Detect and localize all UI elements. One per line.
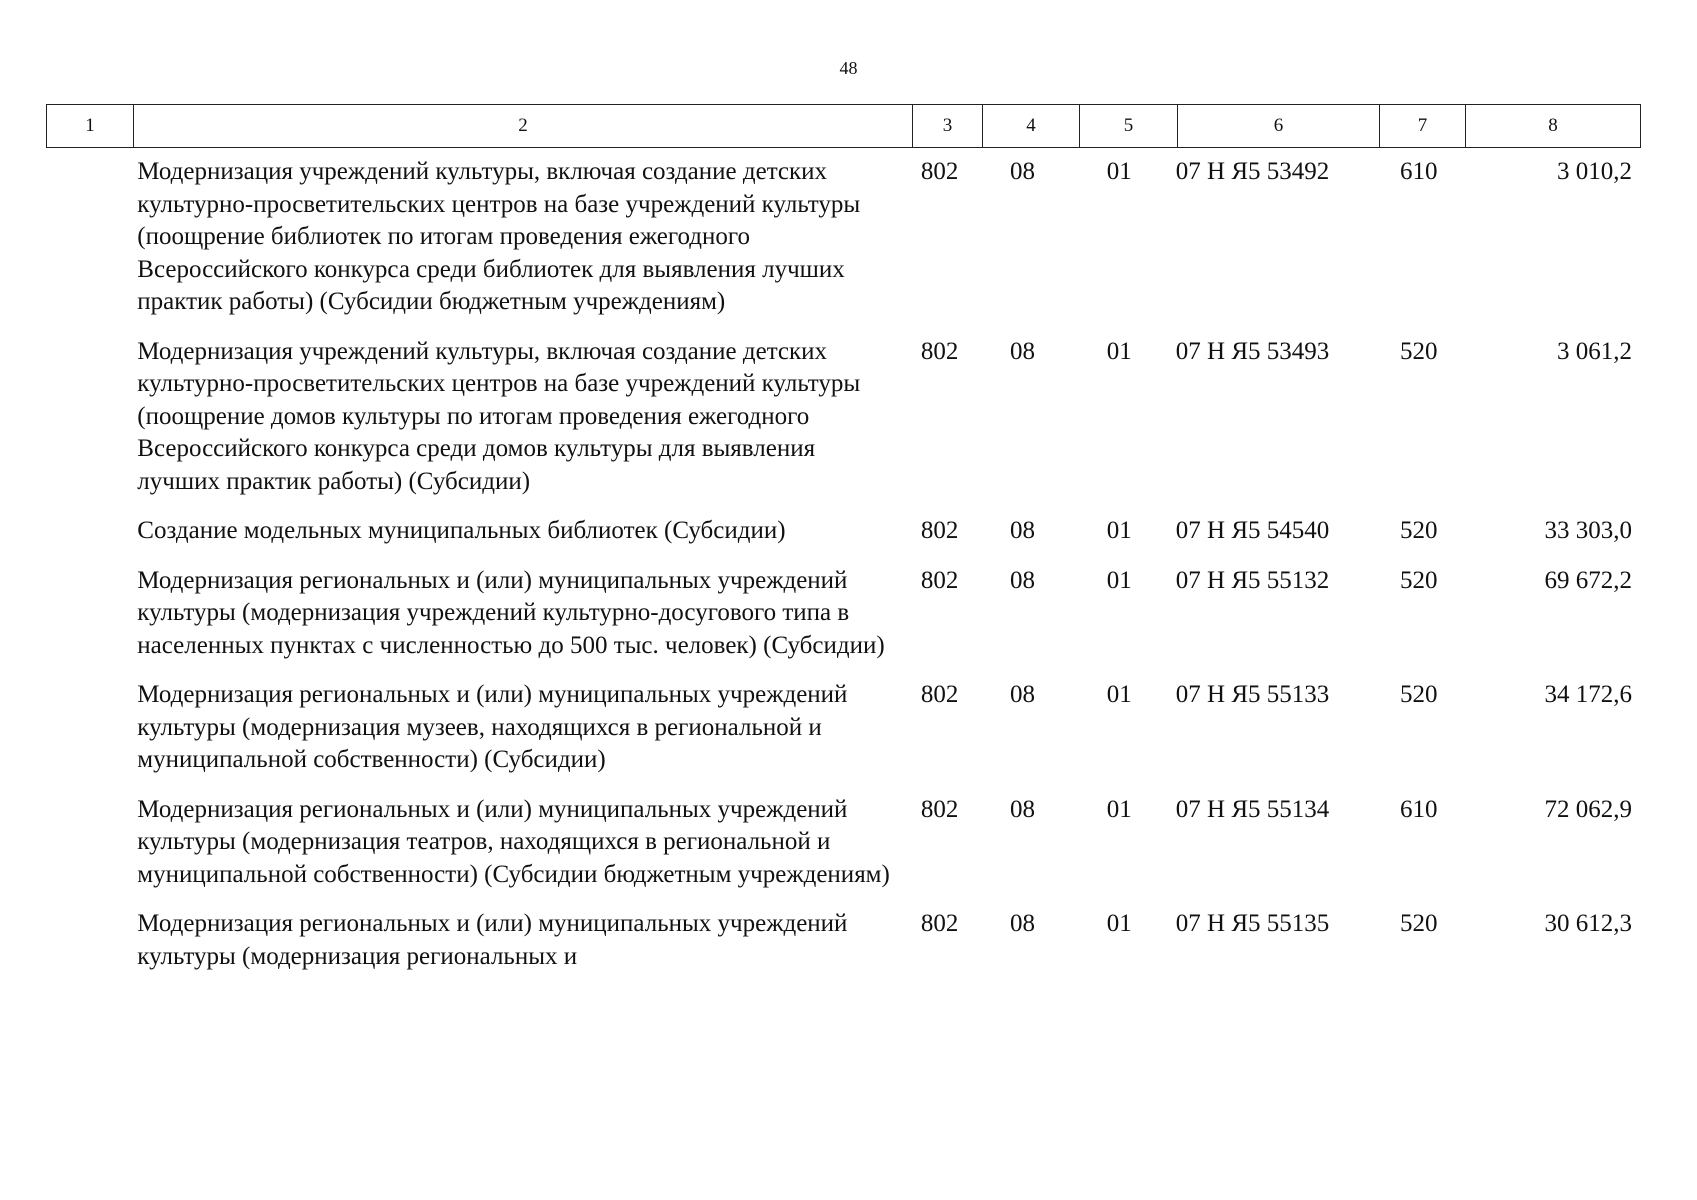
amount: 30 612,3 bbox=[1544, 910, 1632, 937]
ministry-code: 802 bbox=[920, 681, 959, 708]
section-code: 08 bbox=[1009, 910, 1035, 937]
header-col-6: 6 bbox=[1178, 105, 1380, 148]
budget-table-body bbox=[46, 156, 1640, 990]
table-row bbox=[46, 679, 1640, 777]
row-description: Модернизация региональных и (или) муниципальных учреждений культуры (модернизация региональных и bbox=[137, 910, 848, 970]
amount: 69 672,2 bbox=[1544, 566, 1632, 594]
expense-type-code: 520 bbox=[1400, 337, 1438, 365]
expense-type-code: 610 bbox=[1400, 795, 1438, 823]
ministry-code: 802 bbox=[920, 337, 959, 365]
section-code: 08 bbox=[1009, 158, 1035, 185]
expense-type-code: 520 bbox=[1400, 681, 1438, 708]
row-description: Модернизация региональных и (или) муниципальных учреждений культуры (модернизация театров, находящихся в региональной и муниципальной собственности) (Субсидии бюджетным учреждениям) bbox=[137, 795, 890, 888]
ministry-code: 802 bbox=[920, 158, 959, 185]
expense-type-code: 520 bbox=[1400, 517, 1438, 544]
header-col-7: 7 bbox=[1380, 105, 1466, 148]
header-col-2: 2 bbox=[134, 105, 913, 148]
amount: 33 303,0 bbox=[1544, 517, 1632, 544]
table-row bbox=[46, 908, 1640, 973]
subsection-code: 01 bbox=[1106, 517, 1132, 544]
section-code: 08 bbox=[1009, 566, 1035, 594]
ministry-code: 802 bbox=[920, 795, 959, 823]
amount: 72 062,9 bbox=[1544, 795, 1632, 823]
table-row bbox=[46, 515, 1640, 548]
subsection-code: 01 bbox=[1106, 566, 1132, 594]
expense-type-code: 610 bbox=[1400, 158, 1438, 185]
amount: 34 172,6 bbox=[1544, 681, 1632, 708]
target-article-code: 07 Н Я5 55134 bbox=[1175, 795, 1330, 823]
table-row bbox=[46, 565, 1640, 663]
expense-type-code: 520 bbox=[1400, 910, 1438, 937]
subsection-code: 01 bbox=[1106, 910, 1132, 937]
header-col-3: 3 bbox=[913, 105, 983, 148]
table-row bbox=[46, 336, 1640, 499]
page-number: 48 bbox=[839, 58, 858, 78]
header-col-5: 5 bbox=[1080, 105, 1178, 148]
table-row bbox=[46, 156, 1640, 319]
section-code: 08 bbox=[1009, 681, 1035, 708]
section-code: 08 bbox=[1009, 517, 1035, 544]
amount: 3 061,2 bbox=[1556, 337, 1632, 365]
subsection-code: 01 bbox=[1106, 337, 1132, 365]
target-article-code: 07 Н Я5 55133 bbox=[1175, 681, 1330, 708]
target-article-code: 07 Н Я5 53492 bbox=[1175, 158, 1330, 185]
row-description: Модернизация региональных и (или) муниципальных учреждений культуры (модернизация учреждений культурно-досугового типа в населенных пунктах с численностью до 500 тыс. человек) (Субсидии) bbox=[137, 566, 885, 659]
row-description: Модернизация учреждений культуры, включая создание детских культурно-просветительских центров на базе учреждений культуры (поощрение домов культуры по итогам проведения ежегодного Всероссийского конкурса среди домов культуры для выявления лучших практик работы) (Субсидии) bbox=[137, 337, 861, 495]
target-article-code: 07 Н Я5 55132 bbox=[1175, 566, 1330, 594]
row-description: Создание модельных муниципальных библиотек (Субсидии) bbox=[137, 517, 786, 544]
ministry-code: 802 bbox=[920, 566, 959, 594]
row-description: Модернизация региональных и (или) муниципальных учреждений культуры (модернизация музеев, находящихся в региональной и муниципальной собственности) (Субсидии) bbox=[137, 681, 848, 773]
subsection-code: 01 bbox=[1106, 795, 1132, 823]
table-row bbox=[46, 794, 1640, 892]
header-col-4: 4 bbox=[983, 105, 1080, 148]
section-code: 08 bbox=[1009, 337, 1035, 365]
header-col-1: 1 bbox=[47, 105, 134, 148]
target-article-code: 07 Н Я5 55135 bbox=[1175, 910, 1330, 937]
ministry-code: 802 bbox=[920, 517, 959, 544]
subsection-code: 01 bbox=[1106, 681, 1132, 708]
amount: 3 010,2 bbox=[1556, 158, 1632, 185]
target-article-code: 07 Н Я5 54540 bbox=[1175, 517, 1330, 544]
column-number-header bbox=[46, 104, 1641, 148]
ministry-code: 802 bbox=[920, 910, 959, 937]
row-description: Модернизация учреждений культуры, включая создание детских культурно-просветительских центров на базе учреждений культуры (поощрение библиотек по итогам проведения ежегодного Всероссийского конкурса среди библиотек для выявления лучших практик работы) (Субсидии бюджетным учреждениям) bbox=[137, 158, 861, 315]
section-code: 08 bbox=[1009, 795, 1035, 823]
subsection-code: 01 bbox=[1106, 158, 1132, 185]
header-col-8: 8 bbox=[1466, 105, 1641, 148]
expense-type-code: 520 bbox=[1400, 566, 1438, 594]
target-article-code: 07 Н Я5 53493 bbox=[1175, 337, 1330, 365]
